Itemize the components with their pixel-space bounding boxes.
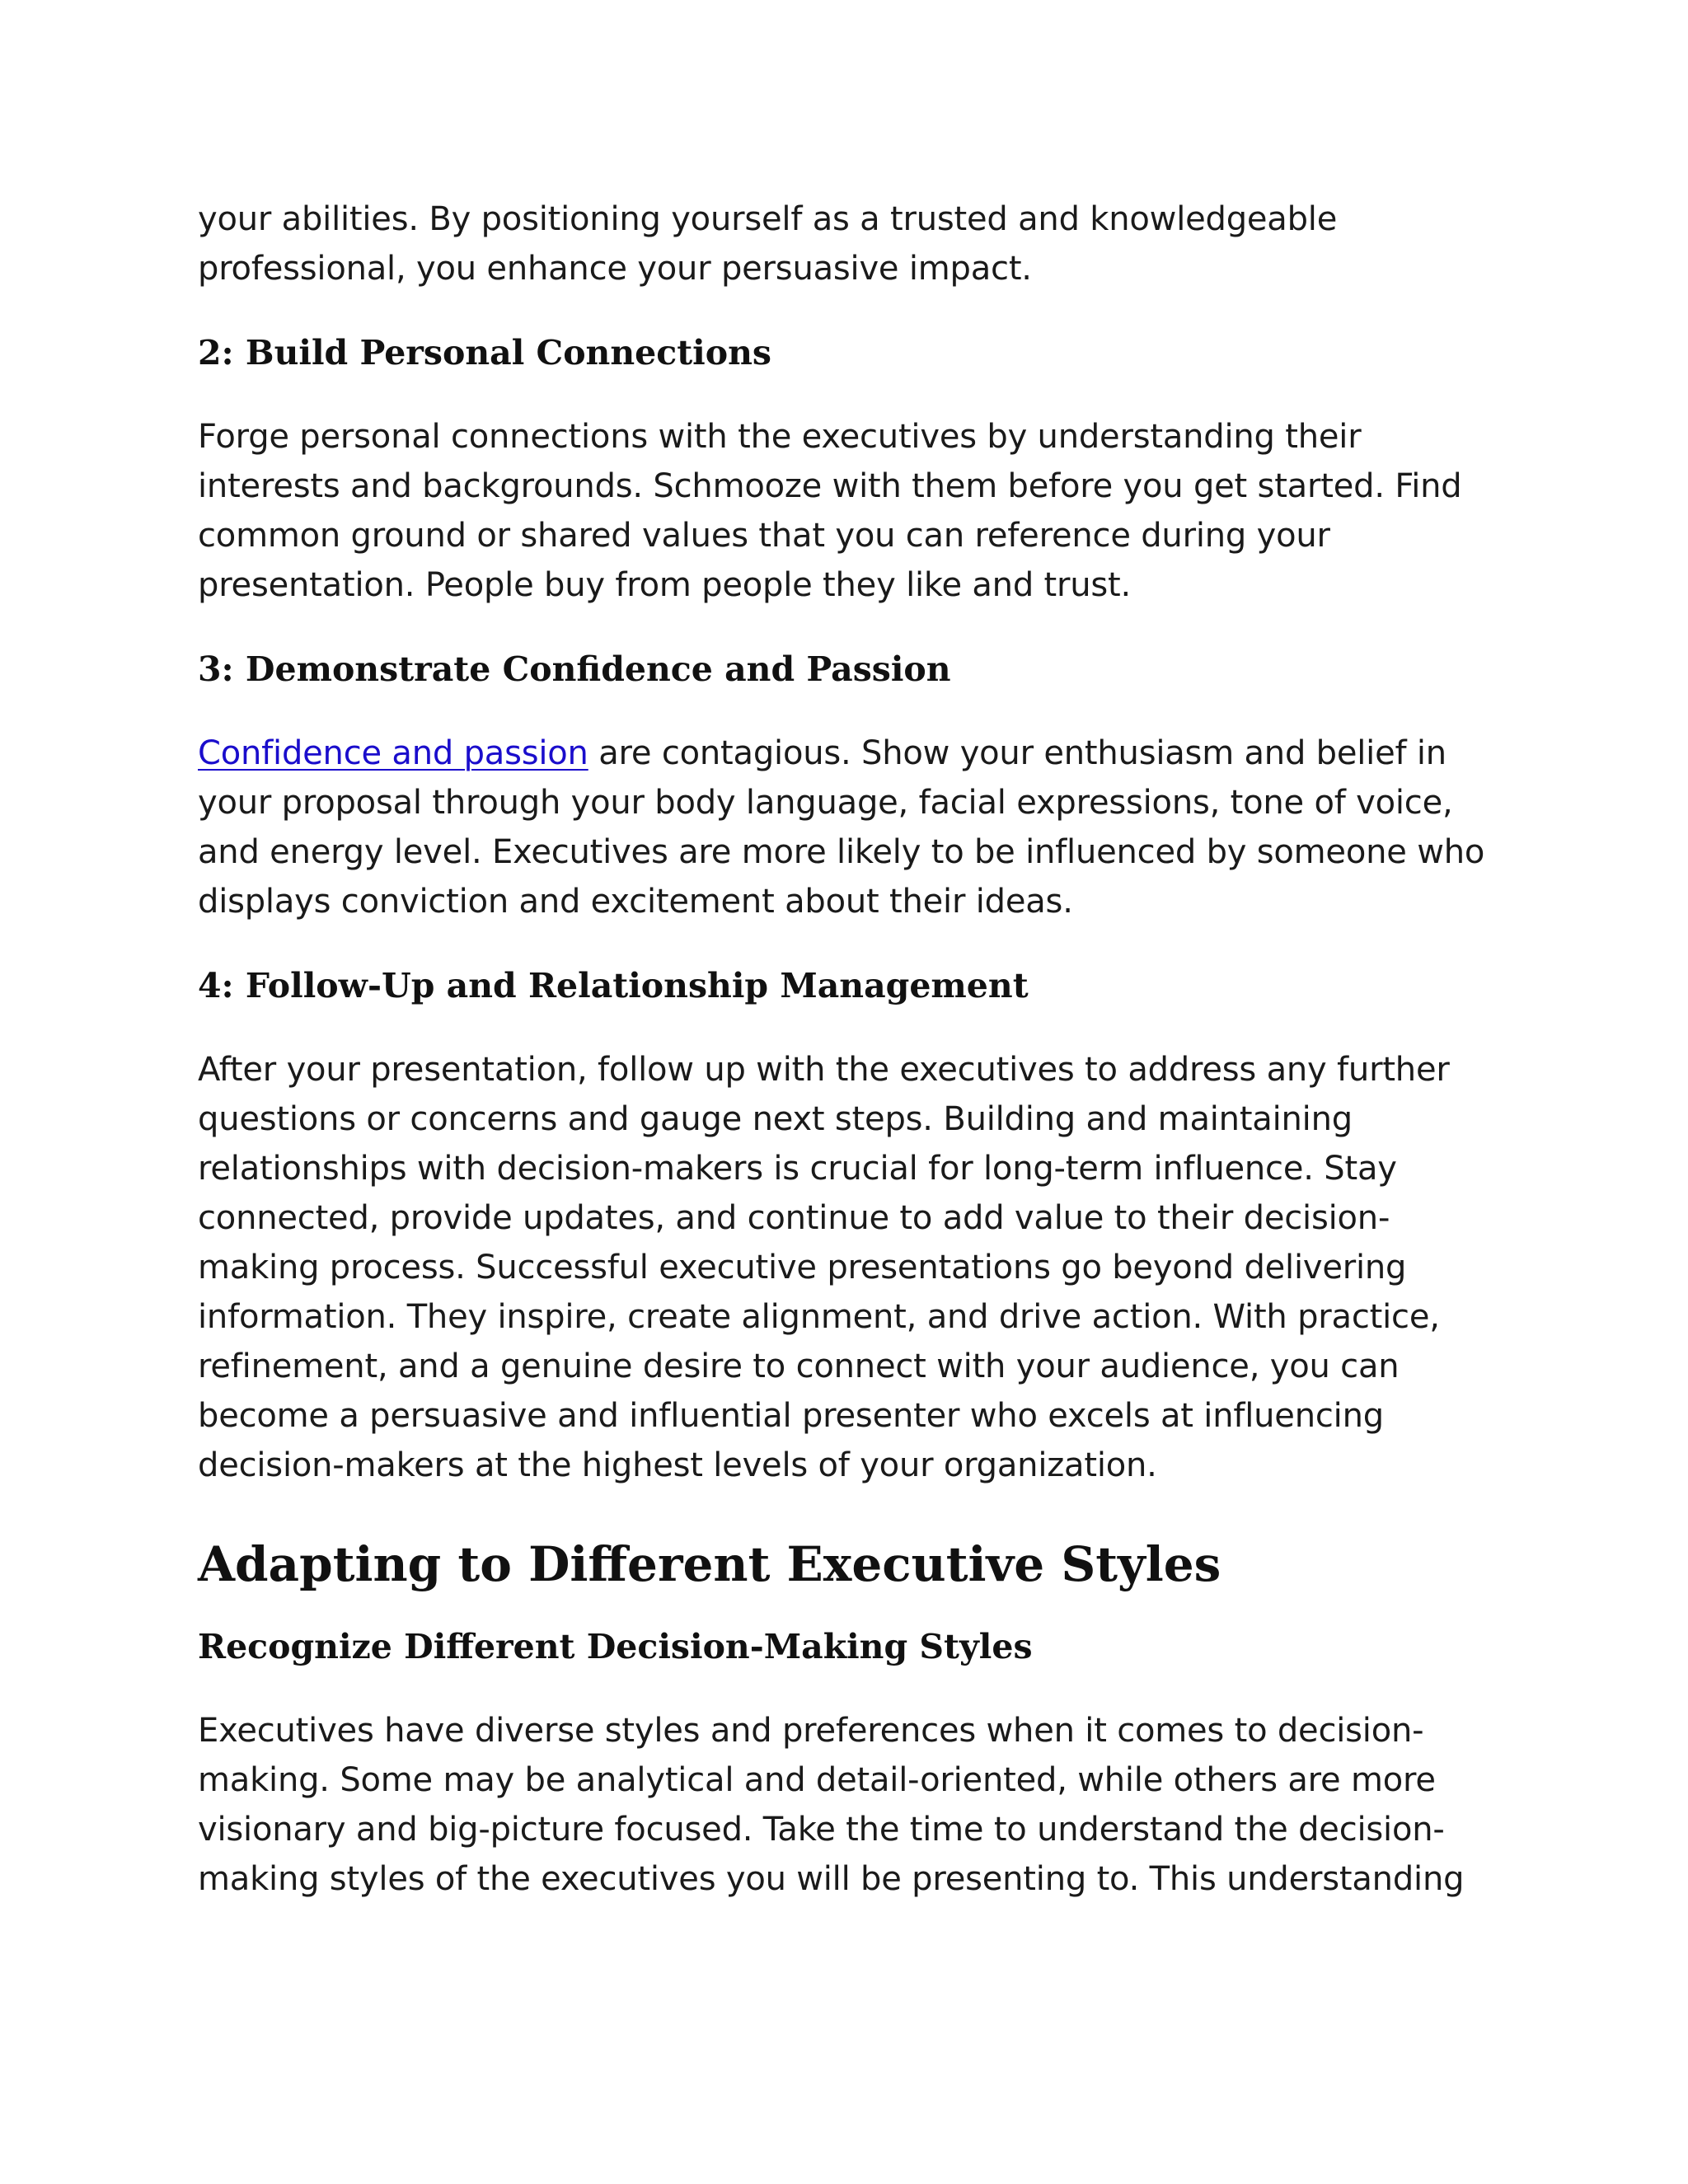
section-body-confidence-passion [198,729,1500,926]
chapter-subheading: Recognize Different Decision-Making Styles [198,1627,1033,1666]
section-body-follow-up: After your presentation, follow up with the executives to address any further questions or concerns and gauge next steps. Building and maintaining relationships with decision-makers is crucial for long-term influence. Stay connected, provide updates, and continue to add value to their decision-making process. Successful executive presentations go beyond delivering information. They inspire, create alignment, and drive action. With practice, refinement, and a genuine desire to connect with your audience, you can become a persuasive and influential presenter who excels at influencing decision-makers at the highest levels of your organization. [198,1051,1450,1484]
section-heading-follow-up: 4: Follow-Up and Relationship Management [198,966,1029,1005]
chapter-body: Executives have diverse styles and preferences when it comes to decision-making. Some may be analytical and detail-oriented, while others are more visionary and big-picture focused. Take the time to understand the decision-making styles of the executives you will be presenting to. This understanding [198,1712,1465,1898]
chapter-title: Adapting to Different Executive Styles [198,1536,1221,1592]
document-page [198,194,1500,1904]
intro-paragraph: your abilities. By positioning yourself as a trusted and knowledgeable professional, you enhance your persuasive impact. [198,200,1338,288]
section-body-confidence-passion-text: are contagious. Show your enthusiasm and belief in your proposal through your body language, facial expressions, tone of voice, and energy level. Executives are more likely to be influenced by someone who displays conviction and excitement about their ideas. [198,734,1485,921]
confidence-passion-link[interactable]: Confidence and passion [198,734,588,772]
section-heading-confidence-passion: 3: Demonstrate Confidence and Passion [198,649,951,689]
section-body-build-connections: Forge personal connections with the executives by understanding their interests and backgrounds. Schmooze with them before you get started. Find common ground or shared values that you can reference during your presentation. People buy from people they like and trust. [198,418,1462,604]
section-heading-build-connections: 2: Build Personal Connections [198,333,771,373]
